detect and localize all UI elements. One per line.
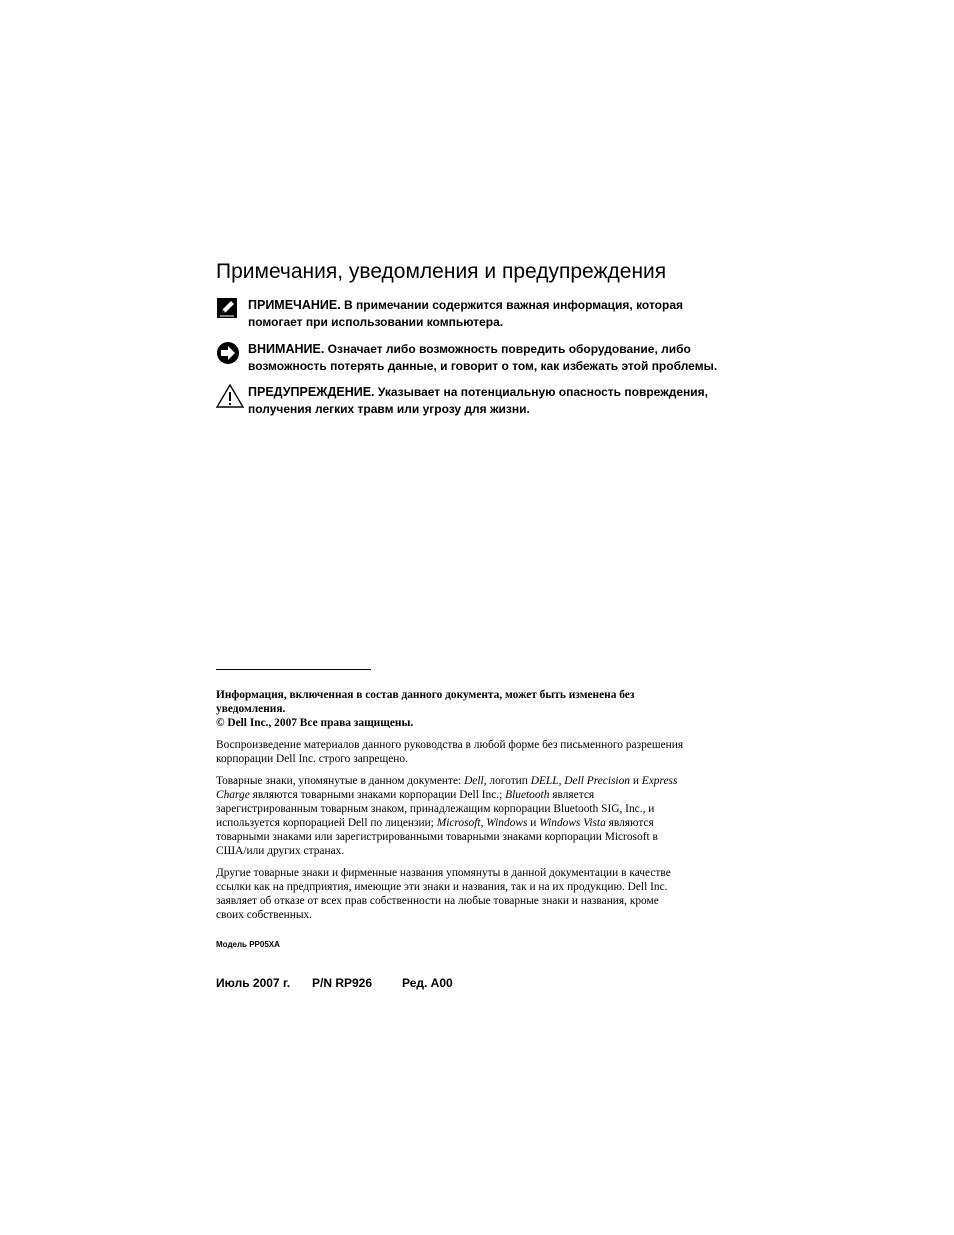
info-text: уведомления. bbox=[216, 703, 286, 715]
model-number: Модель PP05XA bbox=[216, 940, 280, 949]
warning-triangle-icon bbox=[216, 384, 240, 408]
other-trademarks-line: ссылки как на предприятия, имеющие эти знаки и названия, так и на их продукцию. Dell Inc. bbox=[216, 881, 668, 893]
trademarks-line: используется корпорацией Dell по лицензии; Microsoft, Windows и Windows Vista являются bbox=[216, 817, 654, 829]
reproduction-paragraph bbox=[216, 738, 716, 766]
trademarks-paragraph bbox=[216, 774, 716, 858]
info-paragraph bbox=[216, 688, 716, 730]
trademarks-line: Товарные знаки, упомянутые в данном документе: Dell, логотип DELL, Dell Precision и Express bbox=[216, 775, 678, 787]
note-pencil-icon bbox=[216, 297, 240, 321]
page-title: Примечания, уведомления и предупреждения bbox=[216, 260, 667, 283]
info-text: Информация, включенная в состав данного документа, может быть изменена без bbox=[216, 689, 635, 701]
divider bbox=[216, 669, 371, 670]
footer-info bbox=[216, 976, 453, 990]
trademarks-line: зарегистрированным товарным знаком, принадлежащим корпорации Bluetooth SIG, Inc., и bbox=[216, 803, 655, 815]
notice-text: Означает либо возможность повредить оборудование, либо bbox=[324, 342, 691, 356]
copyright-text: © Dell Inc., 2007 Все права защищены. bbox=[216, 717, 414, 729]
note-text: помогает при использовании компьютера. bbox=[248, 315, 504, 329]
note-text: В примечании содержится важная информация, которая bbox=[340, 298, 684, 312]
note-label: ПРИМЕЧАНИЕ. bbox=[248, 298, 341, 312]
warning-text: получения легких травм или угрозу для жизни. bbox=[248, 402, 530, 416]
revision: Ред. A00 bbox=[402, 976, 453, 990]
notice-arrow-icon bbox=[216, 341, 240, 365]
other-trademarks-line: Другие товарные знаки и фирменные названия упомянуты в данной документации в качестве bbox=[216, 867, 671, 879]
other-trademarks-line: заявляет об отказе от всех прав собственности на любые товарные знаки и названия, кроме bbox=[216, 895, 659, 907]
trademarks-line: США/или других странах. bbox=[216, 845, 345, 857]
warning-text: Указывает на потенциальную опасность повреждения, bbox=[374, 385, 708, 399]
notice-text: возможность потерять данные, и говорит о том, как избежать этой проблемы. bbox=[248, 359, 718, 373]
reproduction-text: корпорации Dell Inc. строго запрещено. bbox=[216, 753, 408, 765]
notice-label: ВНИМАНИЕ. bbox=[248, 342, 325, 356]
publication-date: Июль 2007 г. bbox=[216, 976, 291, 990]
trademarks-line: Charge являются товарными знаками корпорации Dell Inc.; Bluetooth является bbox=[216, 789, 595, 801]
trademarks-line: товарными знаками или зарегистрированными товарными знаками корпорации Microsoft в bbox=[216, 831, 658, 843]
other-trademarks-line: своих собственных. bbox=[216, 909, 313, 921]
other-trademarks-paragraph bbox=[216, 866, 716, 922]
warning-label: ПРЕДУПРЕЖДЕНИЕ. bbox=[248, 385, 375, 399]
part-number: P/N RP926 bbox=[312, 976, 373, 990]
reproduction-text: Воспроизведение материалов данного руководства в любой форме без письменного разрешения bbox=[216, 739, 684, 751]
